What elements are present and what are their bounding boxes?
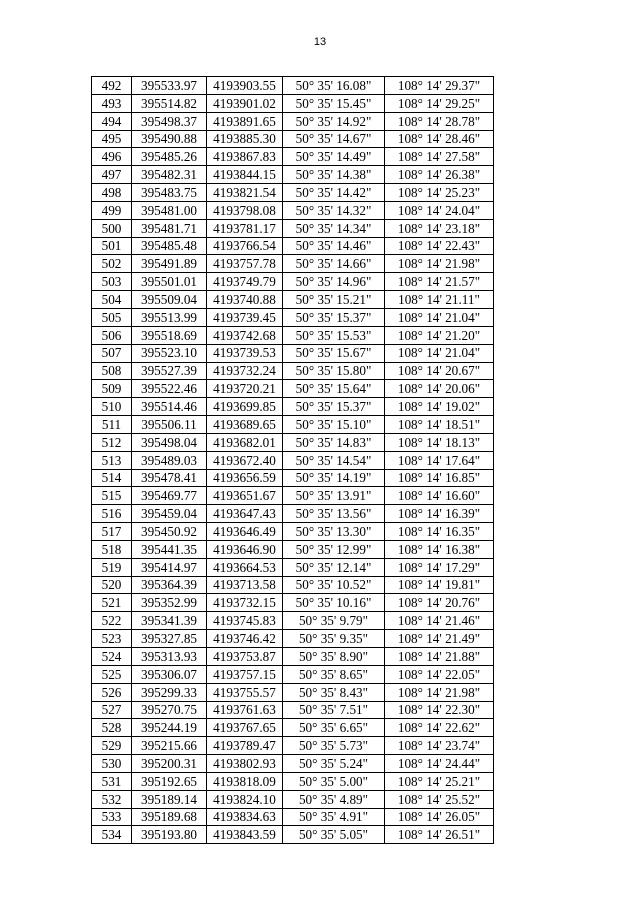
longitude-cell: 108° 14' 22.05" — [385, 665, 494, 683]
x-coordinate-cell: 395522.46 — [132, 380, 207, 398]
y-coordinate-cell: 4193798.08 — [207, 201, 283, 219]
x-coordinate-cell: 395483.75 — [132, 184, 207, 202]
table-row — [92, 344, 494, 362]
y-coordinate-cell: 4193781.17 — [207, 219, 283, 237]
table-row — [92, 451, 494, 469]
table-row — [92, 683, 494, 701]
latitude-cell: 50° 35' 14.67" — [283, 130, 385, 148]
point-number-cell: 525 — [92, 665, 132, 683]
table-row — [92, 433, 494, 451]
point-number-cell: 523 — [92, 630, 132, 648]
point-number-cell: 506 — [92, 326, 132, 344]
table-row — [92, 308, 494, 326]
point-number-cell: 515 — [92, 487, 132, 505]
table-row — [92, 77, 494, 95]
longitude-cell: 108° 14' 24.44" — [385, 755, 494, 773]
y-coordinate-cell: 4193903.55 — [207, 77, 283, 95]
table-row — [92, 755, 494, 773]
point-number-cell: 508 — [92, 362, 132, 380]
latitude-cell: 50° 35' 9.35" — [283, 630, 385, 648]
latitude-cell: 50° 35' 15.37" — [283, 308, 385, 326]
latitude-cell: 50° 35' 5.05" — [283, 826, 385, 844]
table-row — [92, 665, 494, 683]
latitude-cell: 50° 35' 14.46" — [283, 237, 385, 255]
x-coordinate-cell: 395506.11 — [132, 416, 207, 434]
longitude-cell: 108° 14' 21.49" — [385, 630, 494, 648]
x-coordinate-cell: 395364.39 — [132, 576, 207, 594]
latitude-cell: 50° 35' 9.79" — [283, 612, 385, 630]
table-row — [92, 219, 494, 237]
longitude-cell: 108° 14' 17.29" — [385, 558, 494, 576]
latitude-cell: 50° 35' 7.51" — [283, 701, 385, 719]
y-coordinate-cell: 4193745.83 — [207, 612, 283, 630]
longitude-cell: 108° 14' 16.38" — [385, 540, 494, 558]
table-row — [92, 719, 494, 737]
table-row — [92, 737, 494, 755]
point-number-cell: 498 — [92, 184, 132, 202]
x-coordinate-cell: 395352.99 — [132, 594, 207, 612]
point-number-cell: 534 — [92, 826, 132, 844]
latitude-cell: 50° 35' 13.56" — [283, 505, 385, 523]
longitude-cell: 108° 14' 21.04" — [385, 308, 494, 326]
point-number-cell: 532 — [92, 790, 132, 808]
table-row — [92, 576, 494, 594]
latitude-cell: 50° 35' 14.92" — [283, 112, 385, 130]
x-coordinate-cell: 395518.69 — [132, 326, 207, 344]
latitude-cell: 50° 35' 10.52" — [283, 576, 385, 594]
y-coordinate-cell: 4193656.59 — [207, 469, 283, 487]
latitude-cell: 50° 35' 5.24" — [283, 755, 385, 773]
table-row — [92, 237, 494, 255]
y-coordinate-cell: 4193699.85 — [207, 398, 283, 416]
y-coordinate-cell: 4193739.53 — [207, 344, 283, 362]
point-number-cell: 496 — [92, 148, 132, 166]
longitude-cell: 108° 14' 25.52" — [385, 790, 494, 808]
y-coordinate-cell: 4193755.57 — [207, 683, 283, 701]
point-number-cell: 516 — [92, 505, 132, 523]
table-row — [92, 130, 494, 148]
latitude-cell: 50° 35' 13.30" — [283, 523, 385, 541]
table-row — [92, 826, 494, 844]
point-number-cell: 511 — [92, 416, 132, 434]
table-row — [92, 772, 494, 790]
longitude-cell: 108° 14' 16.35" — [385, 523, 494, 541]
point-number-cell: 495 — [92, 130, 132, 148]
table-row — [92, 790, 494, 808]
table-row — [92, 469, 494, 487]
longitude-cell: 108° 14' 25.23" — [385, 184, 494, 202]
coordinates-table — [91, 76, 494, 844]
x-coordinate-cell: 395523.10 — [132, 344, 207, 362]
point-number-cell: 520 — [92, 576, 132, 594]
y-coordinate-cell: 4193821.54 — [207, 184, 283, 202]
latitude-cell: 50° 35' 14.66" — [283, 255, 385, 273]
point-number-cell: 533 — [92, 808, 132, 826]
x-coordinate-cell: 395200.31 — [132, 755, 207, 773]
y-coordinate-cell: 4193664.53 — [207, 558, 283, 576]
table-row — [92, 201, 494, 219]
latitude-cell: 50° 35' 8.65" — [283, 665, 385, 683]
point-number-cell: 510 — [92, 398, 132, 416]
point-number-cell: 497 — [92, 166, 132, 184]
table-row — [92, 540, 494, 558]
point-number-cell: 505 — [92, 308, 132, 326]
longitude-cell: 108° 14' 21.46" — [385, 612, 494, 630]
x-coordinate-cell: 395193.80 — [132, 826, 207, 844]
longitude-cell: 108° 14' 21.57" — [385, 273, 494, 291]
table-row — [92, 701, 494, 719]
table-row — [92, 326, 494, 344]
y-coordinate-cell: 4193824.10 — [207, 790, 283, 808]
latitude-cell: 50° 35' 5.00" — [283, 772, 385, 790]
latitude-cell: 50° 35' 4.89" — [283, 790, 385, 808]
x-coordinate-cell: 395498.37 — [132, 112, 207, 130]
point-number-cell: 512 — [92, 433, 132, 451]
longitude-cell: 108° 14' 18.51" — [385, 416, 494, 434]
x-coordinate-cell: 395189.68 — [132, 808, 207, 826]
point-number-cell: 528 — [92, 719, 132, 737]
y-coordinate-cell: 4193672.40 — [207, 451, 283, 469]
table-row — [92, 112, 494, 130]
longitude-cell: 108° 14' 22.62" — [385, 719, 494, 737]
point-number-cell: 504 — [92, 291, 132, 309]
latitude-cell: 50° 35' 15.21" — [283, 291, 385, 309]
longitude-cell: 108° 14' 20.76" — [385, 594, 494, 612]
latitude-cell: 50° 35' 10.16" — [283, 594, 385, 612]
table-row — [92, 505, 494, 523]
longitude-cell: 108° 14' 26.51" — [385, 826, 494, 844]
x-coordinate-cell: 395513.99 — [132, 308, 207, 326]
y-coordinate-cell: 4193789.47 — [207, 737, 283, 755]
y-coordinate-cell: 4193713.58 — [207, 576, 283, 594]
table-row — [92, 594, 494, 612]
y-coordinate-cell: 4193844.15 — [207, 166, 283, 184]
longitude-cell: 108° 14' 21.04" — [385, 344, 494, 362]
longitude-cell: 108° 14' 21.20" — [385, 326, 494, 344]
table-row — [92, 416, 494, 434]
y-coordinate-cell: 4193767.65 — [207, 719, 283, 737]
y-coordinate-cell: 4193740.88 — [207, 291, 283, 309]
latitude-cell: 50° 35' 14.19" — [283, 469, 385, 487]
latitude-cell: 50° 35' 8.43" — [283, 683, 385, 701]
point-number-cell: 524 — [92, 648, 132, 666]
table-row — [92, 612, 494, 630]
y-coordinate-cell: 4193682.01 — [207, 433, 283, 451]
point-number-cell: 503 — [92, 273, 132, 291]
point-number-cell: 519 — [92, 558, 132, 576]
longitude-cell: 108° 14' 22.43" — [385, 237, 494, 255]
y-coordinate-cell: 4193885.30 — [207, 130, 283, 148]
latitude-cell: 50° 35' 12.14" — [283, 558, 385, 576]
table-row — [92, 558, 494, 576]
point-number-cell: 526 — [92, 683, 132, 701]
table-row — [92, 630, 494, 648]
point-number-cell: 521 — [92, 594, 132, 612]
x-coordinate-cell: 395270.75 — [132, 701, 207, 719]
x-coordinate-cell: 395215.66 — [132, 737, 207, 755]
longitude-cell: 108° 14' 20.06" — [385, 380, 494, 398]
y-coordinate-cell: 4193651.67 — [207, 487, 283, 505]
y-coordinate-cell: 4193739.45 — [207, 308, 283, 326]
latitude-cell: 50° 35' 14.38" — [283, 166, 385, 184]
longitude-cell: 108° 14' 25.21" — [385, 772, 494, 790]
x-coordinate-cell: 395192.65 — [132, 772, 207, 790]
latitude-cell: 50° 35' 4.91" — [283, 808, 385, 826]
x-coordinate-cell: 395514.82 — [132, 94, 207, 112]
y-coordinate-cell: 4193867.83 — [207, 148, 283, 166]
y-coordinate-cell: 4193753.87 — [207, 648, 283, 666]
y-coordinate-cell: 4193647.43 — [207, 505, 283, 523]
longitude-cell: 108° 14' 20.67" — [385, 362, 494, 380]
latitude-cell: 50° 35' 15.64" — [283, 380, 385, 398]
y-coordinate-cell: 4193742.68 — [207, 326, 283, 344]
x-coordinate-cell: 395459.04 — [132, 505, 207, 523]
table-row — [92, 273, 494, 291]
point-number-cell: 499 — [92, 201, 132, 219]
x-coordinate-cell: 395481.00 — [132, 201, 207, 219]
x-coordinate-cell: 395469.77 — [132, 487, 207, 505]
longitude-cell: 108° 14' 29.25" — [385, 94, 494, 112]
y-coordinate-cell: 4193646.49 — [207, 523, 283, 541]
y-coordinate-cell: 4193891.65 — [207, 112, 283, 130]
y-coordinate-cell: 4193843.59 — [207, 826, 283, 844]
x-coordinate-cell: 395485.48 — [132, 237, 207, 255]
y-coordinate-cell: 4193720.21 — [207, 380, 283, 398]
point-number-cell: 500 — [92, 219, 132, 237]
y-coordinate-cell: 4193834.63 — [207, 808, 283, 826]
table-row — [92, 255, 494, 273]
table-row — [92, 148, 494, 166]
longitude-cell: 108° 14' 23.18" — [385, 219, 494, 237]
table-row — [92, 362, 494, 380]
table-row — [92, 291, 494, 309]
x-coordinate-cell: 395498.04 — [132, 433, 207, 451]
table-row — [92, 380, 494, 398]
table-row — [92, 94, 494, 112]
longitude-cell: 108° 14' 16.85" — [385, 469, 494, 487]
table-row — [92, 487, 494, 505]
point-number-cell: 509 — [92, 380, 132, 398]
x-coordinate-cell: 395306.07 — [132, 665, 207, 683]
x-coordinate-cell: 395527.39 — [132, 362, 207, 380]
table-row — [92, 808, 494, 826]
point-number-cell: 492 — [92, 77, 132, 95]
longitude-cell: 108° 14' 26.38" — [385, 166, 494, 184]
y-coordinate-cell: 4193646.90 — [207, 540, 283, 558]
table-row — [92, 166, 494, 184]
longitude-cell: 108° 14' 26.05" — [385, 808, 494, 826]
longitude-cell: 108° 14' 24.04" — [385, 201, 494, 219]
table-row — [92, 648, 494, 666]
point-number-cell: 517 — [92, 523, 132, 541]
page-number: 13 — [313, 36, 327, 48]
point-number-cell: 529 — [92, 737, 132, 755]
longitude-cell: 108° 14' 19.02" — [385, 398, 494, 416]
latitude-cell: 50° 35' 14.42" — [283, 184, 385, 202]
x-coordinate-cell: 395481.71 — [132, 219, 207, 237]
latitude-cell: 50° 35' 16.08" — [283, 77, 385, 95]
longitude-cell: 108° 14' 28.46" — [385, 130, 494, 148]
x-coordinate-cell: 395313.93 — [132, 648, 207, 666]
latitude-cell: 50° 35' 15.37" — [283, 398, 385, 416]
y-coordinate-cell: 4193732.15 — [207, 594, 283, 612]
latitude-cell: 50° 35' 14.32" — [283, 201, 385, 219]
point-number-cell: 518 — [92, 540, 132, 558]
y-coordinate-cell: 4193749.79 — [207, 273, 283, 291]
latitude-cell: 50° 35' 15.45" — [283, 94, 385, 112]
latitude-cell: 50° 35' 14.83" — [283, 433, 385, 451]
y-coordinate-cell: 4193757.78 — [207, 255, 283, 273]
point-number-cell: 527 — [92, 701, 132, 719]
latitude-cell: 50° 35' 15.67" — [283, 344, 385, 362]
latitude-cell: 50° 35' 5.73" — [283, 737, 385, 755]
y-coordinate-cell: 4193761.63 — [207, 701, 283, 719]
latitude-cell: 50° 35' 15.10" — [283, 416, 385, 434]
x-coordinate-cell: 395441.35 — [132, 540, 207, 558]
point-number-cell: 513 — [92, 451, 132, 469]
longitude-cell: 108° 14' 16.39" — [385, 505, 494, 523]
y-coordinate-cell: 4193757.15 — [207, 665, 283, 683]
x-coordinate-cell: 395489.03 — [132, 451, 207, 469]
point-number-cell: 493 — [92, 94, 132, 112]
longitude-cell: 108° 14' 19.81" — [385, 576, 494, 594]
longitude-cell: 108° 14' 29.37" — [385, 77, 494, 95]
latitude-cell: 50° 35' 15.53" — [283, 326, 385, 344]
longitude-cell: 108° 14' 21.11" — [385, 291, 494, 309]
table-row — [92, 184, 494, 202]
longitude-cell: 108° 14' 23.74" — [385, 737, 494, 755]
latitude-cell: 50° 35' 14.54" — [283, 451, 385, 469]
longitude-cell: 108° 14' 27.58" — [385, 148, 494, 166]
x-coordinate-cell: 395514.46 — [132, 398, 207, 416]
longitude-cell: 108° 14' 17.64" — [385, 451, 494, 469]
point-number-cell: 502 — [92, 255, 132, 273]
x-coordinate-cell: 395299.33 — [132, 683, 207, 701]
point-number-cell: 507 — [92, 344, 132, 362]
point-number-cell: 530 — [92, 755, 132, 773]
x-coordinate-cell: 395341.39 — [132, 612, 207, 630]
x-coordinate-cell: 395533.97 — [132, 77, 207, 95]
y-coordinate-cell: 4193802.93 — [207, 755, 283, 773]
latitude-cell: 50° 35' 15.80" — [283, 362, 385, 380]
point-number-cell: 501 — [92, 237, 132, 255]
point-number-cell: 514 — [92, 469, 132, 487]
x-coordinate-cell: 395501.01 — [132, 273, 207, 291]
longitude-cell: 108° 14' 21.98" — [385, 255, 494, 273]
x-coordinate-cell: 395491.89 — [132, 255, 207, 273]
y-coordinate-cell: 4193746.42 — [207, 630, 283, 648]
latitude-cell: 50° 35' 12.99" — [283, 540, 385, 558]
x-coordinate-cell: 395414.97 — [132, 558, 207, 576]
latitude-cell: 50° 35' 14.96" — [283, 273, 385, 291]
x-coordinate-cell: 395485.26 — [132, 148, 207, 166]
latitude-cell: 50° 35' 14.34" — [283, 219, 385, 237]
latitude-cell: 50° 35' 14.49" — [283, 148, 385, 166]
x-coordinate-cell: 395244.19 — [132, 719, 207, 737]
x-coordinate-cell: 395509.04 — [132, 291, 207, 309]
x-coordinate-cell: 395490.88 — [132, 130, 207, 148]
y-coordinate-cell: 4193689.65 — [207, 416, 283, 434]
longitude-cell: 108° 14' 16.60" — [385, 487, 494, 505]
x-coordinate-cell: 395478.41 — [132, 469, 207, 487]
longitude-cell: 108° 14' 28.78" — [385, 112, 494, 130]
x-coordinate-cell: 395450.92 — [132, 523, 207, 541]
longitude-cell: 108° 14' 21.88" — [385, 648, 494, 666]
table-row — [92, 523, 494, 541]
longitude-cell: 108° 14' 21.98" — [385, 683, 494, 701]
longitude-cell: 108° 14' 18.13" — [385, 433, 494, 451]
latitude-cell: 50° 35' 13.91" — [283, 487, 385, 505]
table-row — [92, 398, 494, 416]
y-coordinate-cell: 4193818.09 — [207, 772, 283, 790]
point-number-cell: 531 — [92, 772, 132, 790]
y-coordinate-cell: 4193901.02 — [207, 94, 283, 112]
point-number-cell: 494 — [92, 112, 132, 130]
x-coordinate-cell: 395327.85 — [132, 630, 207, 648]
x-coordinate-cell: 395189.14 — [132, 790, 207, 808]
longitude-cell: 108° 14' 22.30" — [385, 701, 494, 719]
x-coordinate-cell: 395482.31 — [132, 166, 207, 184]
coordinates-table-body — [92, 77, 494, 844]
point-number-cell: 522 — [92, 612, 132, 630]
y-coordinate-cell: 4193766.54 — [207, 237, 283, 255]
y-coordinate-cell: 4193732.24 — [207, 362, 283, 380]
latitude-cell: 50° 35' 8.90" — [283, 648, 385, 666]
latitude-cell: 50° 35' 6.65" — [283, 719, 385, 737]
